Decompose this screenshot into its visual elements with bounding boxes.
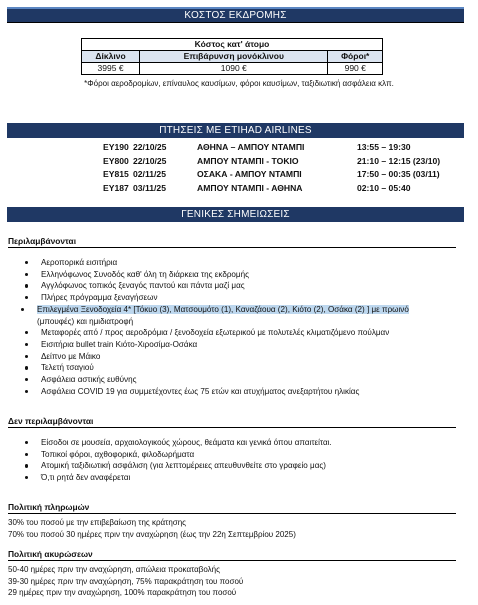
cancel-line: 50-40 ημέρες πριν την αναχώρηση, απώλεια προκαταβολής <box>8 565 220 574</box>
flight-code: EY815 <box>103 169 129 179</box>
flight-route: ΑΜΠΟΥ ΝΤΑΜΠΙ - ΑΘΗΝΑ <box>197 182 303 193</box>
flight-code: EY800 <box>103 155 129 166</box>
cost-value-double: 3995 € <box>82 63 140 75</box>
flight-time: 17:50 – 00:35 (03/11) <box>357 169 440 179</box>
excluded-heading: Δεν περιλαμβάνονται <box>8 416 456 428</box>
flight-date: 02/11/25 <box>133 169 166 179</box>
highlighted-hotels-text[interactable]: Επιλεγμένα Ξενοδοχεία 4* [Τόκυο (3), Ματσουμότο (1), Καναζάουα (2), Κιότο (2), Οσάκα (2) ] με πρωινό <box>37 304 409 314</box>
flight-code: EY187 <box>103 182 129 193</box>
notes-section-title: ΓΕΝΙΚΕΣ ΣΗΜΕΙΩΣΕΙΣ <box>7 207 464 222</box>
flight-time: 02:10 – 05:40 <box>357 182 411 193</box>
included-list <box>22 257 462 397</box>
cost-header-single-supplement: Επιβάρυνση μονόκλινου <box>140 51 328 63</box>
payment-policy-text <box>8 517 470 540</box>
list-item: Τοπικοί φόροι, αχθοφορικά, φιλοδωρήματα <box>22 449 462 461</box>
flight-date: 03/11/25 <box>133 182 166 193</box>
flight-row <box>103 142 423 156</box>
flight-route: ΑΜΠΟΥ ΝΤΑΜΠΙ - ΤΟΚΙΟ <box>197 155 299 166</box>
cost-header-taxes: Φόροι* <box>328 51 383 63</box>
cost-table-title: Κόστος κατ' άτομο <box>82 39 383 51</box>
flight-code: EY190 <box>103 142 129 152</box>
cost-value-taxes: 990 € <box>328 63 383 75</box>
list-item: Μεταφορές από / προς αεροδρόμια / ξενοδοχεία εξωτερικού με πολυτελές κλιματιζόμενο πούλμαν <box>22 327 462 339</box>
cancellation-policy-text <box>8 564 470 599</box>
cancel-line: 39-30 ημέρες πριν την αναχώρηση, 75% παρακράτηση του ποσού <box>8 576 244 586</box>
payment-policy-heading: Πολιτική πληρωμών <box>8 502 456 514</box>
hotels-text-continuation: (μπουφές) και ημιδιατροφή <box>37 316 134 326</box>
flight-row <box>103 183 423 197</box>
cost-value-single-supplement: 1090 € <box>140 63 328 75</box>
taxes-footnote: *Φόροι αεροδρομίων, επίναυλος καυσίμων, φόροι καυσίμων, ταξιδιωτική ασφάλεια κλπ. <box>84 79 394 88</box>
cost-section-title: ΚΟΣΤΟΣ ΕΚΔΡΟΜΗΣ <box>7 7 464 23</box>
list-item: Ό,τι ρητά δεν αναφέρεται <box>22 472 462 484</box>
list-item: Ασφάλεια αστικής ευθύνης <box>22 374 462 386</box>
included-heading: Περιλαμβάνονται <box>8 236 456 248</box>
cancellation-policy-heading: Πολιτική ακυρώσεων <box>8 549 456 561</box>
list-item: Ασφάλεια COVID 19 για συμμετέχοντες έως 75 ετών και ατυχήματος ανεξαρτήτου ηλικίας <box>22 386 462 398</box>
cancel-line: 29 ημέρες πριν την αναχώρηση, 100% παρακράτηση του ποσού <box>8 588 237 598</box>
flight-row <box>103 155 441 170</box>
flight-route: ΟΣΑΚΑ - ΑΜΠΟΥ ΝΤΑΜΠΙ <box>197 169 302 179</box>
list-item-hotels <box>18 304 462 327</box>
list-item: Αγγλόφωνος τοπικός ξεναγός παντού και πάντα μαζί μας <box>22 280 462 292</box>
list-item: Ατομική ταξιδιωτική ασφάλιση (για λεπτομέρειες απευθυνθείτε στο γραφείο μας) <box>22 460 462 472</box>
excluded-list <box>22 437 462 484</box>
list-item: Πλήρες πρόγραμμα ξεναγήσεων <box>22 292 462 304</box>
cost-table <box>81 38 383 75</box>
cost-header-double: Δίκλινο <box>82 51 140 63</box>
flight-row <box>103 169 440 183</box>
list-item: Είσοδοι σε μουσεία, αρχαιολογικούς χώρους, θεάματα και γενικά όπου απαιτείται. <box>22 437 462 449</box>
flights-section-title: ΠΤΗΣΕΙΣ ΜΕ ETIHAD AIRLINES <box>7 123 464 138</box>
payment-line: 70% του ποσού 30 ημέρες πριν την αναχώρηση (έως την 22η Σεπτεμβρίου 2025) <box>8 529 296 539</box>
flight-date: 22/10/25 <box>133 142 167 152</box>
flight-time: 13:55 – 19:30 <box>357 142 411 152</box>
flight-time: 21:10 – 12:15 (23/10) <box>357 155 441 166</box>
flights-list <box>103 142 441 196</box>
list-item: Αεροπορικά εισιτήρια <box>22 257 462 269</box>
list-item: Εισιτήρια bullet train Κιότο-Χιροσίμα-Οσάκα <box>22 339 462 351</box>
flight-date: 22/10/25 <box>133 155 167 166</box>
list-item: Δείπνο με Μάικο <box>22 351 462 363</box>
payment-line: 30% του ποσού με την επιβεβαίωση της κράτησης <box>8 518 187 527</box>
list-item: Τελετή τσαγιού <box>22 362 462 374</box>
list-item: Ελληνόφωνος Συνοδός καθ' όλη τη διάρκεια της εκδρομής <box>22 269 462 281</box>
flight-route: ΑΘΗΝΑ – ΑΜΠΟΥ ΝΤΑΜΠΙ <box>197 142 305 152</box>
